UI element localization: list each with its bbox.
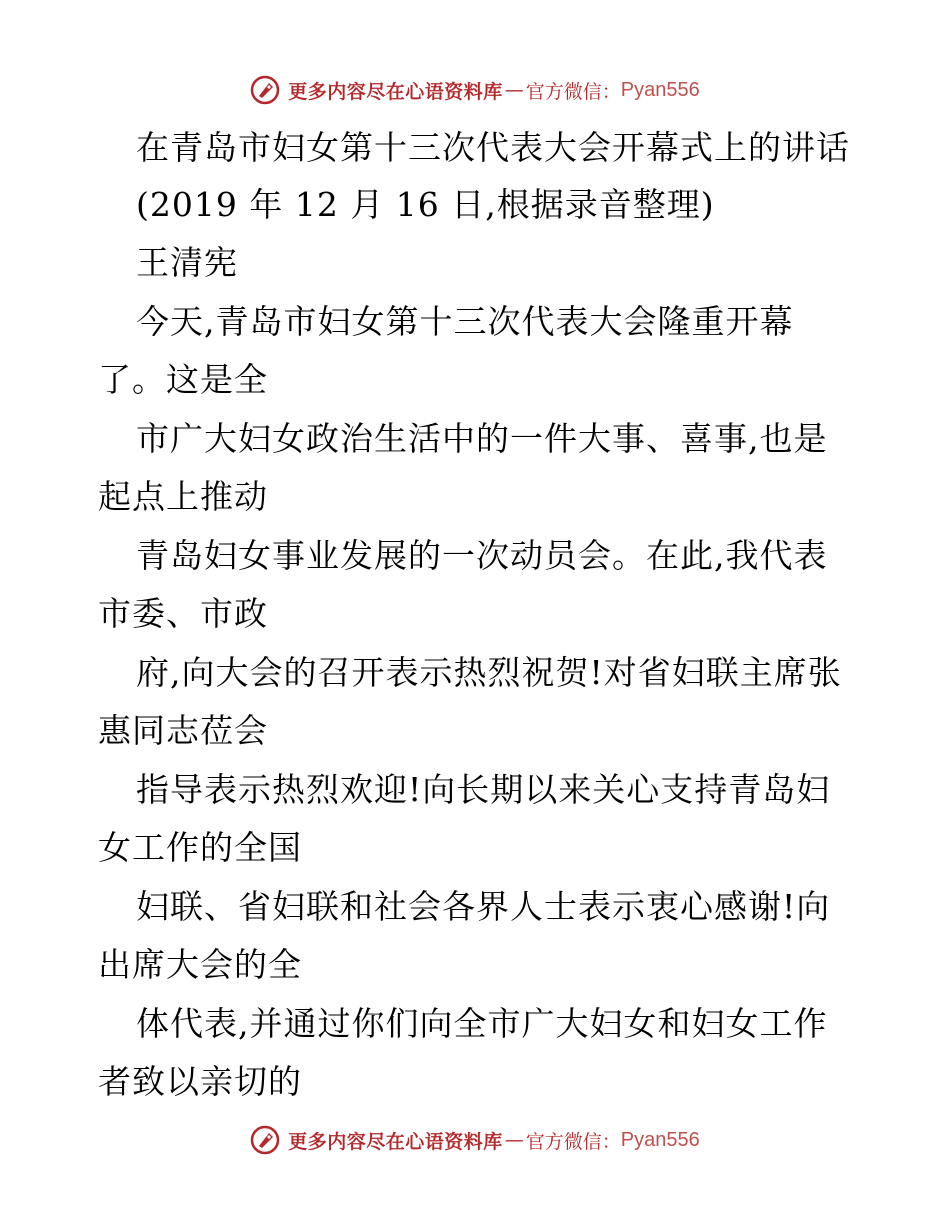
text-line: 了。这是全 xyxy=(98,360,268,399)
pen-nib-icon xyxy=(250,75,280,105)
watermark-site-name: 更多内容尽在心语资料库 xyxy=(288,80,503,103)
text-line: 市委、市政 xyxy=(98,594,268,633)
watermark-site-name: 更多内容尽在心语资料库 xyxy=(288,1130,503,1153)
text-line: 妇联、省妇联和社会各界人士表示衷心感谢!向 xyxy=(136,887,831,926)
watermark-banner-bottom xyxy=(0,1120,950,1160)
watermark-dash: — xyxy=(504,1129,524,1151)
text-line: 青岛妇女事业发展的一次动员会。在此,我代表 xyxy=(136,536,828,575)
text-line: 指导表示热烈欢迎!向长期以来关心支持青岛妇 xyxy=(136,770,831,809)
watermark-banner-top xyxy=(0,70,950,110)
text-line: 今天,青岛市妇女第十三次代表大会隆重开幕 xyxy=(136,302,794,341)
document-date-note: (2019 年 12 月 16 日,根据录音整理) xyxy=(136,185,715,224)
text-line: 出席大会的全 xyxy=(98,945,302,984)
text-line: 体代表,并通过你们向全市广大妇女和妇女工作 xyxy=(136,1004,828,1043)
text-line: 女工作的全国 xyxy=(98,828,302,867)
watermark-wechat-id: Pyan556 xyxy=(620,1128,700,1151)
watermark-dash: — xyxy=(504,79,524,101)
document-author: 王清宪 xyxy=(136,243,238,282)
watermark-wechat-label: 官方微信： xyxy=(525,1130,621,1153)
text-line: 者致以亲切的 xyxy=(98,1062,302,1101)
text-line: 惠同志莅会 xyxy=(98,711,268,750)
text-line: 起点上推动 xyxy=(98,477,268,516)
document-title: 在青岛市妇女第十三次代表大会开幕式上的讲话 xyxy=(136,128,850,167)
watermark-wechat-label: 官方微信： xyxy=(525,80,621,103)
text-line: 市广大妇女政治生活中的一件大事、喜事,也是 xyxy=(136,419,828,458)
text-line: 府,向大会的召开表示热烈祝贺!对省妇联主席张 xyxy=(136,653,842,692)
pen-nib-icon xyxy=(250,1125,280,1155)
watermark-wechat-id: Pyan556 xyxy=(620,78,700,101)
